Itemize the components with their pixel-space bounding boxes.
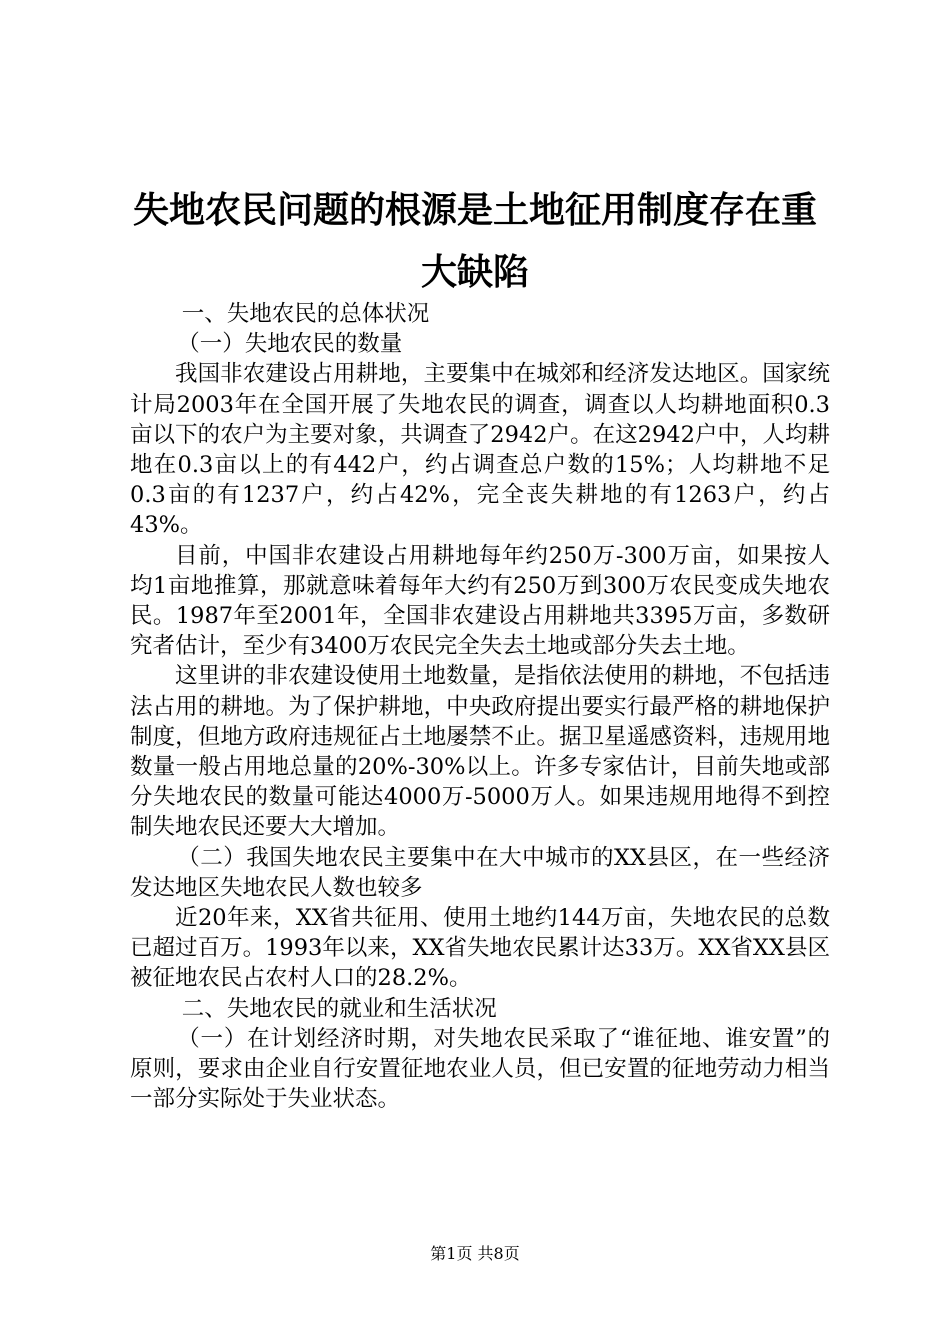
paragraph: 近20年来，XX省共征用、使用土地约144万亩，失地农民的总数已超过百万。1993年以来，XX省失地农民累计达33万。XX省XX县区被征地农民占农村人口的28.2%。 xyxy=(130,905,830,992)
paragraph: 我国非农建设占用耕地，主要集中在城郊和经济发达地区。国家统计局2003年在全国开展了失地农民的调查，调查以人均耕地面积0.3亩以下的农户为主要对象，共调查了2942户。在这2942户中，人均耕地在0.3亩以上的有442户，约占调查总户数的15%；人均耕地不足0.3亩的有1237户，约占42%，完全丧失耕地的有1263户，约占43%。 xyxy=(130,361,830,539)
section-heading-2: 二、失地农民的就业和生活状况 xyxy=(181,995,497,1022)
section-heading-1: 一、失地农民的总体状况 xyxy=(181,301,430,327)
paragraph: 目前，中国非农建设占用耕地每年约250万-300万亩，如果按人均1亩地推算，那就意味着每年大约有250万到300万农民变成失地农民。1987年至2001年，全国非农建设占用耕地共3395万亩，多数研究者估计，至少有3400万农民完全失去土地或部分失去土地。 xyxy=(130,542,830,660)
paragraph: 这里讲的非农建设使用土地数量，是指依法使用的耕地，不包括违法占用的耕地。为了保护耕地，中央政府提出要实行最严格的耕地保护制度，但地方政府违规征占土地屡禁不止。据卫星遥感资料，违规用地数量一般占用地总量的20%-30%以上。许多专家估计，目前失地或部分失地农民的数量可能达4000万-5000万人。如果违规用地得不到控制失地农民还要大大增加。 xyxy=(130,663,830,841)
subsection-heading-2: （二）我国失地农民主要集中在大中城市的XX县区，在一些经济发达地区失地农民人数也较多 xyxy=(130,844,830,901)
document-body xyxy=(130,299,830,1114)
page-number: 第1页 共8页 xyxy=(430,1244,520,1263)
document-title: 失地农民问题的根源是土地征用制度存在重大缺陷 xyxy=(132,190,817,293)
subsection-heading-1: （一）失地农民的数量 xyxy=(177,331,403,358)
paragraph: （一）在计划经济时期，对失地农民采取了“谁征地、谁安置”的原则，要求由企业自行安置征地农业人员，但已安置的征地劳动力相当一部分实际处于失业状态。 xyxy=(130,1025,830,1113)
